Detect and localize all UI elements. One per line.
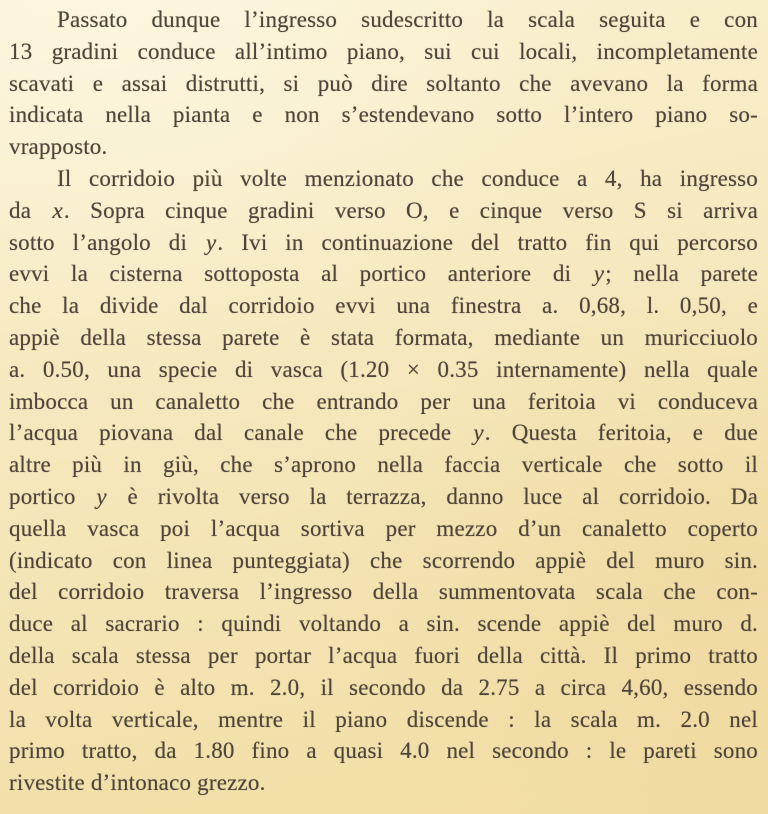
text-line [9, 704, 758, 736]
text-run: ; nella parete [605, 261, 758, 287]
text-line [9, 767, 758, 799]
text-line [9, 640, 758, 672]
text-line [9, 481, 758, 513]
text-line [9, 163, 758, 195]
text-run: indicata nella pianta e non s’estendevano sotto l’intero piano so- [9, 102, 758, 128]
text-run: imbocca un canaletto che entrando per una feritoia vi conduceva [9, 388, 758, 414]
text-line [9, 672, 758, 704]
text-line [9, 36, 758, 68]
text-line [9, 576, 758, 608]
text-line [9, 449, 758, 481]
text-line [9, 290, 758, 322]
text-line [9, 258, 758, 290]
text-line [9, 195, 758, 227]
text-line [9, 735, 758, 767]
text-run: (indicato con linea punteggiata) che scorrendo appiè del muro sin. [9, 547, 758, 573]
text-run: che la divide dal corridoio evvi una finestra a. 0,68, l. 0,50, e [9, 293, 758, 319]
text-run: 13 gradini conduce all’intimo piano, sui cui locali, incompletamente [9, 38, 758, 64]
text-line [9, 227, 758, 259]
text-run: . Questa feritoia, e due [484, 420, 758, 446]
text-run: vrapposto. [9, 134, 108, 160]
text-line [9, 4, 758, 36]
text-line [9, 131, 758, 163]
text-run: è rivolta verso la terrazza, danno luce al corridoio. Da [107, 483, 758, 509]
plan-letter-italic: y [473, 420, 484, 446]
text-run: duce al sacrario : quindi voltando a sin. scende appiè del muro d. [9, 611, 758, 637]
text-run: sotto l’angolo di [9, 229, 205, 255]
text-line [9, 354, 758, 386]
text-run: della scala stessa per portar l’acqua fuori della città. Il primo tratto [9, 642, 758, 668]
text-line [9, 545, 758, 577]
text-line [9, 386, 758, 418]
text-run: quella vasca poi l’acqua sortiva per mezzo d’un canaletto coperto [9, 515, 758, 541]
text-run: . Ivi in continuazione del tratto fin qui percorso [217, 229, 758, 255]
text-line [9, 68, 758, 100]
text-line [9, 608, 758, 640]
text-line [9, 513, 758, 545]
text-run: portico [9, 483, 96, 509]
text-run: del corridoio traversa l’ingresso della summentovata scala che con- [9, 579, 758, 605]
text-run: evvi la cisterna sottoposta al portico anteriore di [9, 261, 593, 287]
text-run: del corridoio è alto m. 2.0, il secondo da 2.75 a circa 4,60, essendo [9, 674, 758, 700]
text-run: Passato dunque l’ingresso sudescritto la scala seguita e con [57, 7, 758, 32]
text-run: a. 0.50, una specie di vasca (1.20 × 0.35 internamente) nella quale [9, 356, 758, 382]
text-run: altre più in giù, che s’aprono nella faccia verticale che sotto il [9, 452, 758, 478]
text-line [9, 99, 758, 131]
plan-letter-italic: y [205, 229, 217, 255]
plan-letter-italic: x [52, 197, 63, 223]
text-run: l’acqua piovana dal canale che precede [9, 420, 473, 446]
text-run: la volta verticale, mentre il piano discende : la scala m. 2.0 nel [9, 706, 758, 732]
plan-letter-italic: y [96, 483, 107, 509]
text-run: scavati e assai distrutti, si può dire soltanto che avevano la forma [9, 70, 758, 96]
text-run: primo tratto, da 1.80 fino a quasi 4.0 nel secondo : le pareti sono [9, 738, 758, 764]
text-run: Il corridoio più volte menzionato che conduce a 4, ha ingresso [57, 165, 758, 191]
text-run: da [9, 197, 52, 223]
text-run: rivestite d’intonaco grezzo. [9, 770, 266, 796]
text-run: . Sopra cinque gradini verso O, e cinque verso S si arriva [63, 197, 758, 223]
text-line [9, 417, 758, 449]
text-line [9, 322, 758, 354]
plan-letter-italic: y [593, 261, 605, 287]
text-run: appiè della stessa parete è stata formata, mediante un muricciuolo [9, 324, 758, 350]
